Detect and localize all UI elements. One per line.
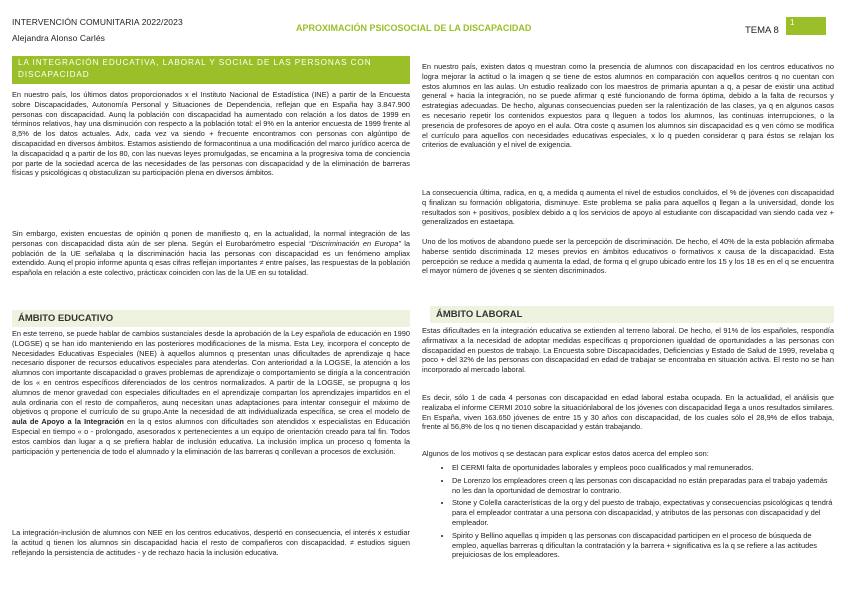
left-paragraph-3-a: En este terreno, se puede hablar de cambios sustanciales desde la aprobación de la Ley española de educación en 1990 (LOGSE) q se han ido manteniendo en las posteriores modificaciones de la misma. Esta Ley, incorpora el concepto de Necesidades Educativas Especiales (NEE) à aquellos alumnos q presentan unas dificultades de aprendizaje q hace necesario disponer de recursos educativos especiales para atenderlas. Con anterioridad a la LOGSE, la atención a los alumnos con importante discapacidad o graves problemas de aprendizaje o comportamiento se dirigía a la concentración de los « en centros específicos diferenciados de los centros normalizados. A partir de la LOGSE, se propugna q los alumnos de menor gravedad con especiales dificultades en el aprendizaje compartan los aprendizajes impartidos en el aula ordinaria con el resto de compañeros, aunq necesitan unas adaptaciones para intentar conseguir el máximo de objetivos q propone el currículo de su grupo.Ante la necesidad de att individualizada específica, se crea el modelo de (12, 329, 410, 417)
section-banner: LA INTEGRACIÓN EDUCATIVA, LABORAL Y SOCIAL DE LAS PERSONAS CON DISCAPACIDAD (12, 56, 410, 84)
section-heading-educativo: ÁMBITO EDUCATIVO (12, 310, 410, 327)
page-number-badge: 1 (786, 17, 826, 35)
list-item: • El CERMI falta de oportunidades laborales y empleos poco cualificados y mal remunerados. (452, 463, 834, 473)
left-paragraph-3 (12, 329, 410, 456)
right-paragraph-2: La consecuencia última, radica, en q, a medida q aumenta el nivel de estudios concluidos, el % de jóvenes con discapacidad q finalizan su formación obligatoria, disminuye. Este problema se palia para aquellos q llegan a la universidad, donde los resultados son + positivos, posiblex debido a q los servicios de apoyo al estudiante con discapacidad van siendo cada vez + generalizados en estaetapa. (422, 188, 834, 227)
tema-label: TEMA 8 (745, 25, 779, 36)
list-item: • Stone y Colella características de la org y del puesto de trabajo, expectativas y consecuencias psicológicas q tendrá para el empleador contratar a una persona con discapacidad, y atributos de las personas con discapacidad y del empleador. (452, 498, 834, 527)
left-paragraph-2-quote: “Discriminación en Europa” (308, 238, 401, 248)
left-paragraph-3-b: en la q estos alumnos con dificultades son atendidos x especialistas en Educación Especial en tiempo « o - prolongado, asesorados x pertenecientes a un equipo de orientación creado para tal fin. Todos estos cambios dan lugar a q se prefiera hablar de inclusión educativa. La inclusión implica un proceso q fomenta la participación y pertenencia de todo el alumnado y la eliminación de las barreras q conllevan a procesos de exclusión. (12, 417, 410, 456)
author-name: Alejandra Alonso Carlés (12, 33, 106, 43)
list-item: • De Lorenzo los empleadores creen q las personas con discapacidad no están preparadas para el trabajo yademás no les dan la oportunidad de demostrar lo contrario. (452, 476, 834, 496)
section-heading-laboral: ÁMBITO LABORAL (430, 306, 834, 323)
left-paragraph-2-b: la población de la UE señalaba q la discriminación hacia las personas con discapacidad es un fenómeno ampliax extendido. Aunq el propio informe apunta q esas cifras reflejan importantes ≠ entre países, las respuestas de la población española en relación a este colectivo, prácticax coinciden con las de la UE en su totalidad. (12, 238, 411, 278)
course-label: INTERVENCIÓN COMUNITARIA 2022/2023 (12, 17, 183, 27)
right-paragraph-5: Es decir, sólo 1 de cada 4 personas con discapacidad en edad laboral estaba ocupada. En la actualidad, el análisis que realizaba el informe CERMI 2010 sobre la situaciónlaboral de los jóvenes con discapacidad llega a unos resultados similares. En España, viven 163.650 jóvenes de entre 15 y 30 años con discapacidad, de los cuales sólo el 28,9% de ellos trabaja, frente al 56,8% de los q no tienen discapacidad y están trabajando. (422, 393, 834, 432)
list-item: • Spirito y Bellino aquellas q impiden q las personas con discapacidad participen en el proceso de búsqueda de empleo, aquellas barreras q dificultan la contratación y la barrera + significativa es la q se refiere a las actitudes prejuiciosas de los empleadores. (452, 531, 834, 560)
left-paragraph-1: En nuestro país, los últimos datos proporcionados x el Instituto Nacional de Estadística (INE) a partir de la Encuesta sobre Discapacidades, Autonomía Personal y Situaciones de Dependencia, reflejan que en España hay 3.847.900 personas con discapacidad. Aunq la población con discapacidad ha aumentado con relación a los datos de 1999 en términos relativos, hay una disminución con respecto a la población total: el 9% en la anterior encuesta de 1999 frente al 8,5% de los datos actuales. Adx, cada vez va siendo + frecuente encontramos con personas con algúntipo de discapacidad en diversos ámbitos. Estamos asistiendo de formacontinua a una modificación del marco jurídico acerca de la discapacidad q a partir de los 80, con las nuevas leyes promulgadas, se encamina a la progresiva toma de conciencia por parte de la sociedad acerca de las necesidades de las personas con discapacidad y de la eliminación de barreras físicas y psicológicas q obstaculizan su participación plena en diversos ámbitos. (12, 90, 410, 178)
reasons-list (432, 463, 834, 563)
document-title: APROXIMACIÓN PSICOSOCIAL DE LA DISCAPACIDAD (296, 23, 532, 33)
right-paragraph-4: Estas dificultades en la integración educativa se extienden al terreno laboral. De hecho, el 91% de los españoles, respondía afirmativax a la necesidad de adoptar medidas específicas q proporcionen igualdad de oportunidades a las personas con discapacidad en puestos de trabajo. La Encuesta sobre Discapacidades, Deficiencias y Estado de Salud de 1999, revelaba q poco + del 32% de las personas con discapacidad en edad de trabajar se encontraba en situación activa. El resto no se han incorporado al mercado laboral. (422, 326, 834, 375)
right-paragraph-3: Uno de los motivos de abandono puede ser la percepción de discriminación. De hecho, el 40% de la esta población afirmaba haberse sentido discriminada 12 meses previos en ámbitos educativos o formativos x causa de la discapacidad. Esta percepción se reduce a medida q aumenta la edad, de forma q el grupo ubicado entre los 15 y los 18 es en el q se encuentra el mayor número de jóvenes q se sienten discriminados. (422, 237, 834, 276)
left-paragraph-4: La integración-inclusión de alumnos con NEE en los centros educativos, despertó en consecuencia, el interés x estudiar la actitud q tienen los alumnos sin discapacidad hacia el resto de compañeros con discapacidad. ≠ estudios siguen reflejando la persistencia de actitudes - y de rechazo hacia la inclusión educativa. (12, 528, 410, 557)
right-paragraph-6: Algunos de los motivos q se destacan para explicar estos datos acerca del empleo son: (422, 449, 709, 458)
right-paragraph-1: En nuestro país, existen datos q muestran como la presencia de alumnos con discapacidad en los centros educativos no logra mejorar la actitud o la imagen q se tiene de estos alumnos en comparación con aquellos centros q no cuentan con estos alumnos en las aulas. Un estudio realizado con los maestros de primaria apuntan a q, a pesar de existir una actitud general + hacia la integración, no se puede afirmar q esté funcionando de forma óptima, debido a la falta de recursos y estrategias adecuadas. De hecho, algunas consecuencias pueden ser la ralentización de las clases, ya q en algunos casos es necesario repetir los contenidos expuestos para q lleguen a todos los alumnos, las continuas interrupciones, o la presencia de profesores de apoyo en el aula. Otra coste q asumen los alumnos sin discapacidad es q ven cómo se modifica el currículo para aquellos con necesidades educativas especiales, x lo q pueden considerar q para éstos se relajan los criterios de evaluación y el nivel de exigencia. (422, 62, 834, 150)
left-paragraph-2 (12, 229, 410, 278)
header-left (12, 14, 183, 46)
left-paragraph-3-bold: aula de Apoyo a la Integración (12, 417, 124, 427)
left-paragraph-2-a: Sin embargo, existen encuestas de opinión q ponen de manifiesto q, en la actualidad, la normal integración de las personas con discapacidad dista aún de ser plena. Según el Eurobarómetro especial (12, 229, 410, 248)
